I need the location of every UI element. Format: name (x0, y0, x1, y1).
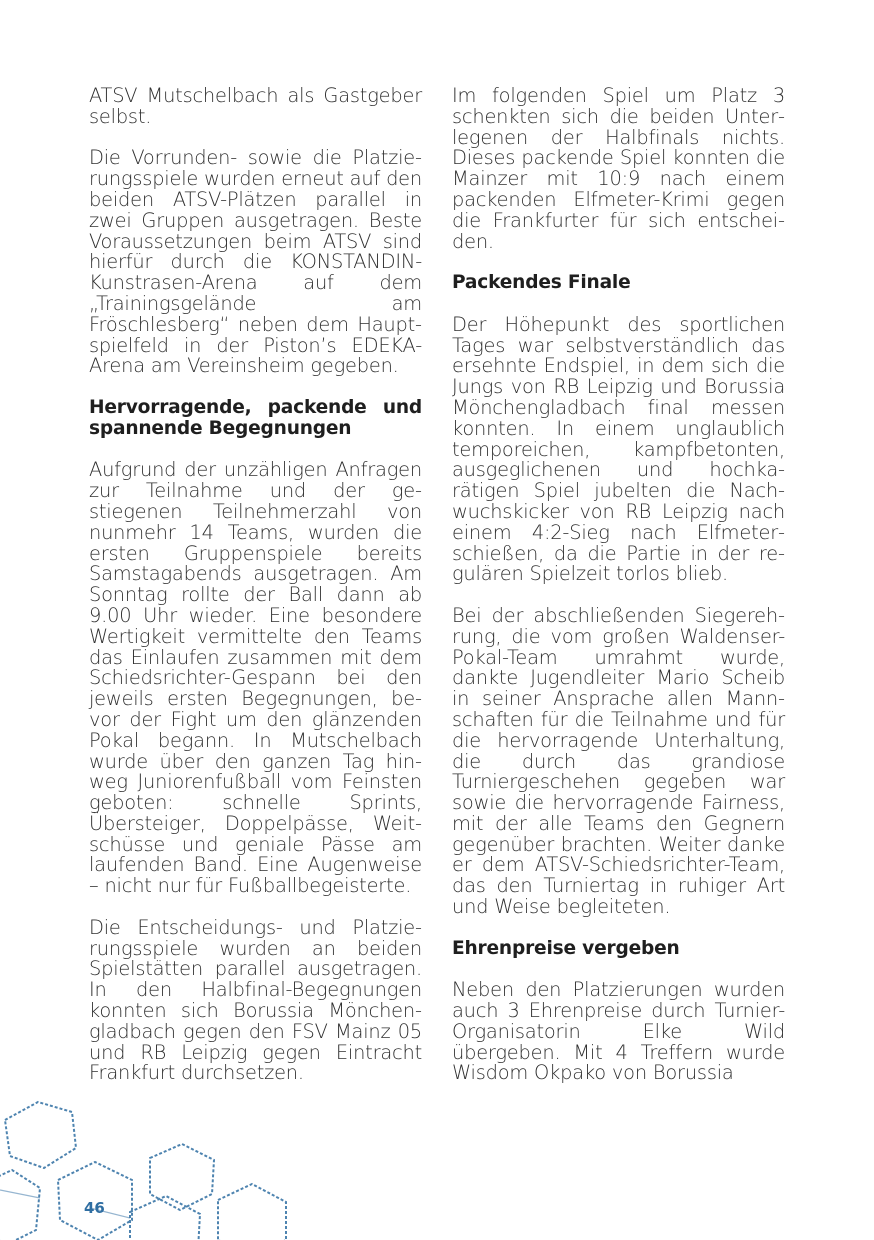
left-column (89, 86, 422, 1105)
page-number: 46 (84, 1199, 105, 1217)
left-paragraph-2: Die Vorrunden- sowie die Platzierungsspiele wurden erneut auf den beiden ATSV-Plätzen parallel in zwei Gruppen ausgetragen. Beste Voraussetzungen beim ATSV sind hierfür durch die KONSTANDIN-Kunstrasen-Arena auf dem „Trainingsgelände am Fröschlesberg“ neben dem Hauptspielfeld in der Piston’s EDEKA-Arena am Vereinsheim gegeben. (89, 146, 422, 378)
section-heading-ehrenpreise: Ehrenpreise vergeben (452, 937, 680, 959)
left-paragraph-1: ATSV Mutschelbach als Gastgeber selbst. (89, 84, 422, 128)
left-paragraph-4: Die Entscheidungs- und Platzierungsspiele wurden an beiden Spielstätten parallel ausgetragen. In den Halbfinal-Begegnungen konnten sich Borussia Mönchengladbach gegen den FSV Mainz 05 und RB Leipzig gegen Eintracht Frankfurt durchsetzen. (89, 915, 422, 1085)
right-paragraph-3: Bei der abschließenden Siegerehrung, die vom großen Waldenser-Pokal-Team umrahmt wurde, dankte Jugendleiter Mario Scheib in seiner Ansprache allen Mannschaften für die Teilnahme und für die hervorragende Unterhaltung, die durch das grandiose Turniergeschehen gegeben war sowie die hervorragende Fairness, mit der alle Teams den Gegnern gegenüber brachten. Weiter danke er dem ATSV-Schiedsrichter-Team, das den Turniertag in ruhiger Art und Weise begleiteten. (452, 603, 785, 919)
section-heading-finale: Packendes Finale (452, 272, 631, 294)
right-paragraph-1: Im folgenden Spiel um Platz 3 schenkten sich die beiden Unterlegenen der Halbfinals nichts. Dieses packende Spiel konnten die Mainzer mit 10:9 nach einem packenden Elfmeter-Krimi gegen die Frankfurter für sich entscheiden. (452, 84, 785, 253)
left-paragraph-3: Aufgrund der unzähligen Anfragen zur Teilnahme und der gestiegenen Teilnehmerzahl von nunmehr 14 Teams, wurden die ersten Gruppenspiele bereits Samstagabends ausgetragen. Am Sonntag rollte der Ball dann ab 9.00 Uhr wieder. Eine besondere Wertigkeit vermittelte den Teams das Einlaufen zusammen mit dem Schiedsrichter-Gespann bei den jeweils ersten Begegnungen, bevor der Fight um den glänzenden Pokal begann. In Mutschelbach wurde über den ganzen Tag hinweg Juniorenfußball vom Feinsten geboten: schnelle Sprints, Übersteiger, Doppelpässe, Weitschüsse und geniale Pässe am laufenden Band. Eine Augenweise – nicht nur für Fußballbegeisterte. (89, 458, 422, 898)
right-column (452, 86, 785, 1105)
hexagon-pattern-icon (0, 1090, 310, 1240)
right-paragraph-2: Der Höhepunkt des sportlichen Tages war selbstverständlich das ersehnte Endspiel, in dem sich die Jungs von RB Leipzig und Borussia Mönchengladbach final messen konnten. In einem unglaublich temporeichen, kampfbetonten, ausgeglichenen und hochkarätigen Spiel jubelten die Nachwuchskicker von RB Leipzig nach einem 4:2-Sieg nach Elfmeterschießen, da die Partie in der regulären Spielzeit torlos blieb. (452, 312, 785, 586)
section-heading-begegnungen: Hervorragende, packende und spannende Begegnungen (89, 396, 422, 439)
right-paragraph-4: Neben den Platzierungen wurden auch 3 Ehrenpreise durch Turnier-Organisatorin Elke Wild übergeben. Mit 4 Treffern wurde Wisdom Okpako von Borussia (452, 978, 785, 1085)
